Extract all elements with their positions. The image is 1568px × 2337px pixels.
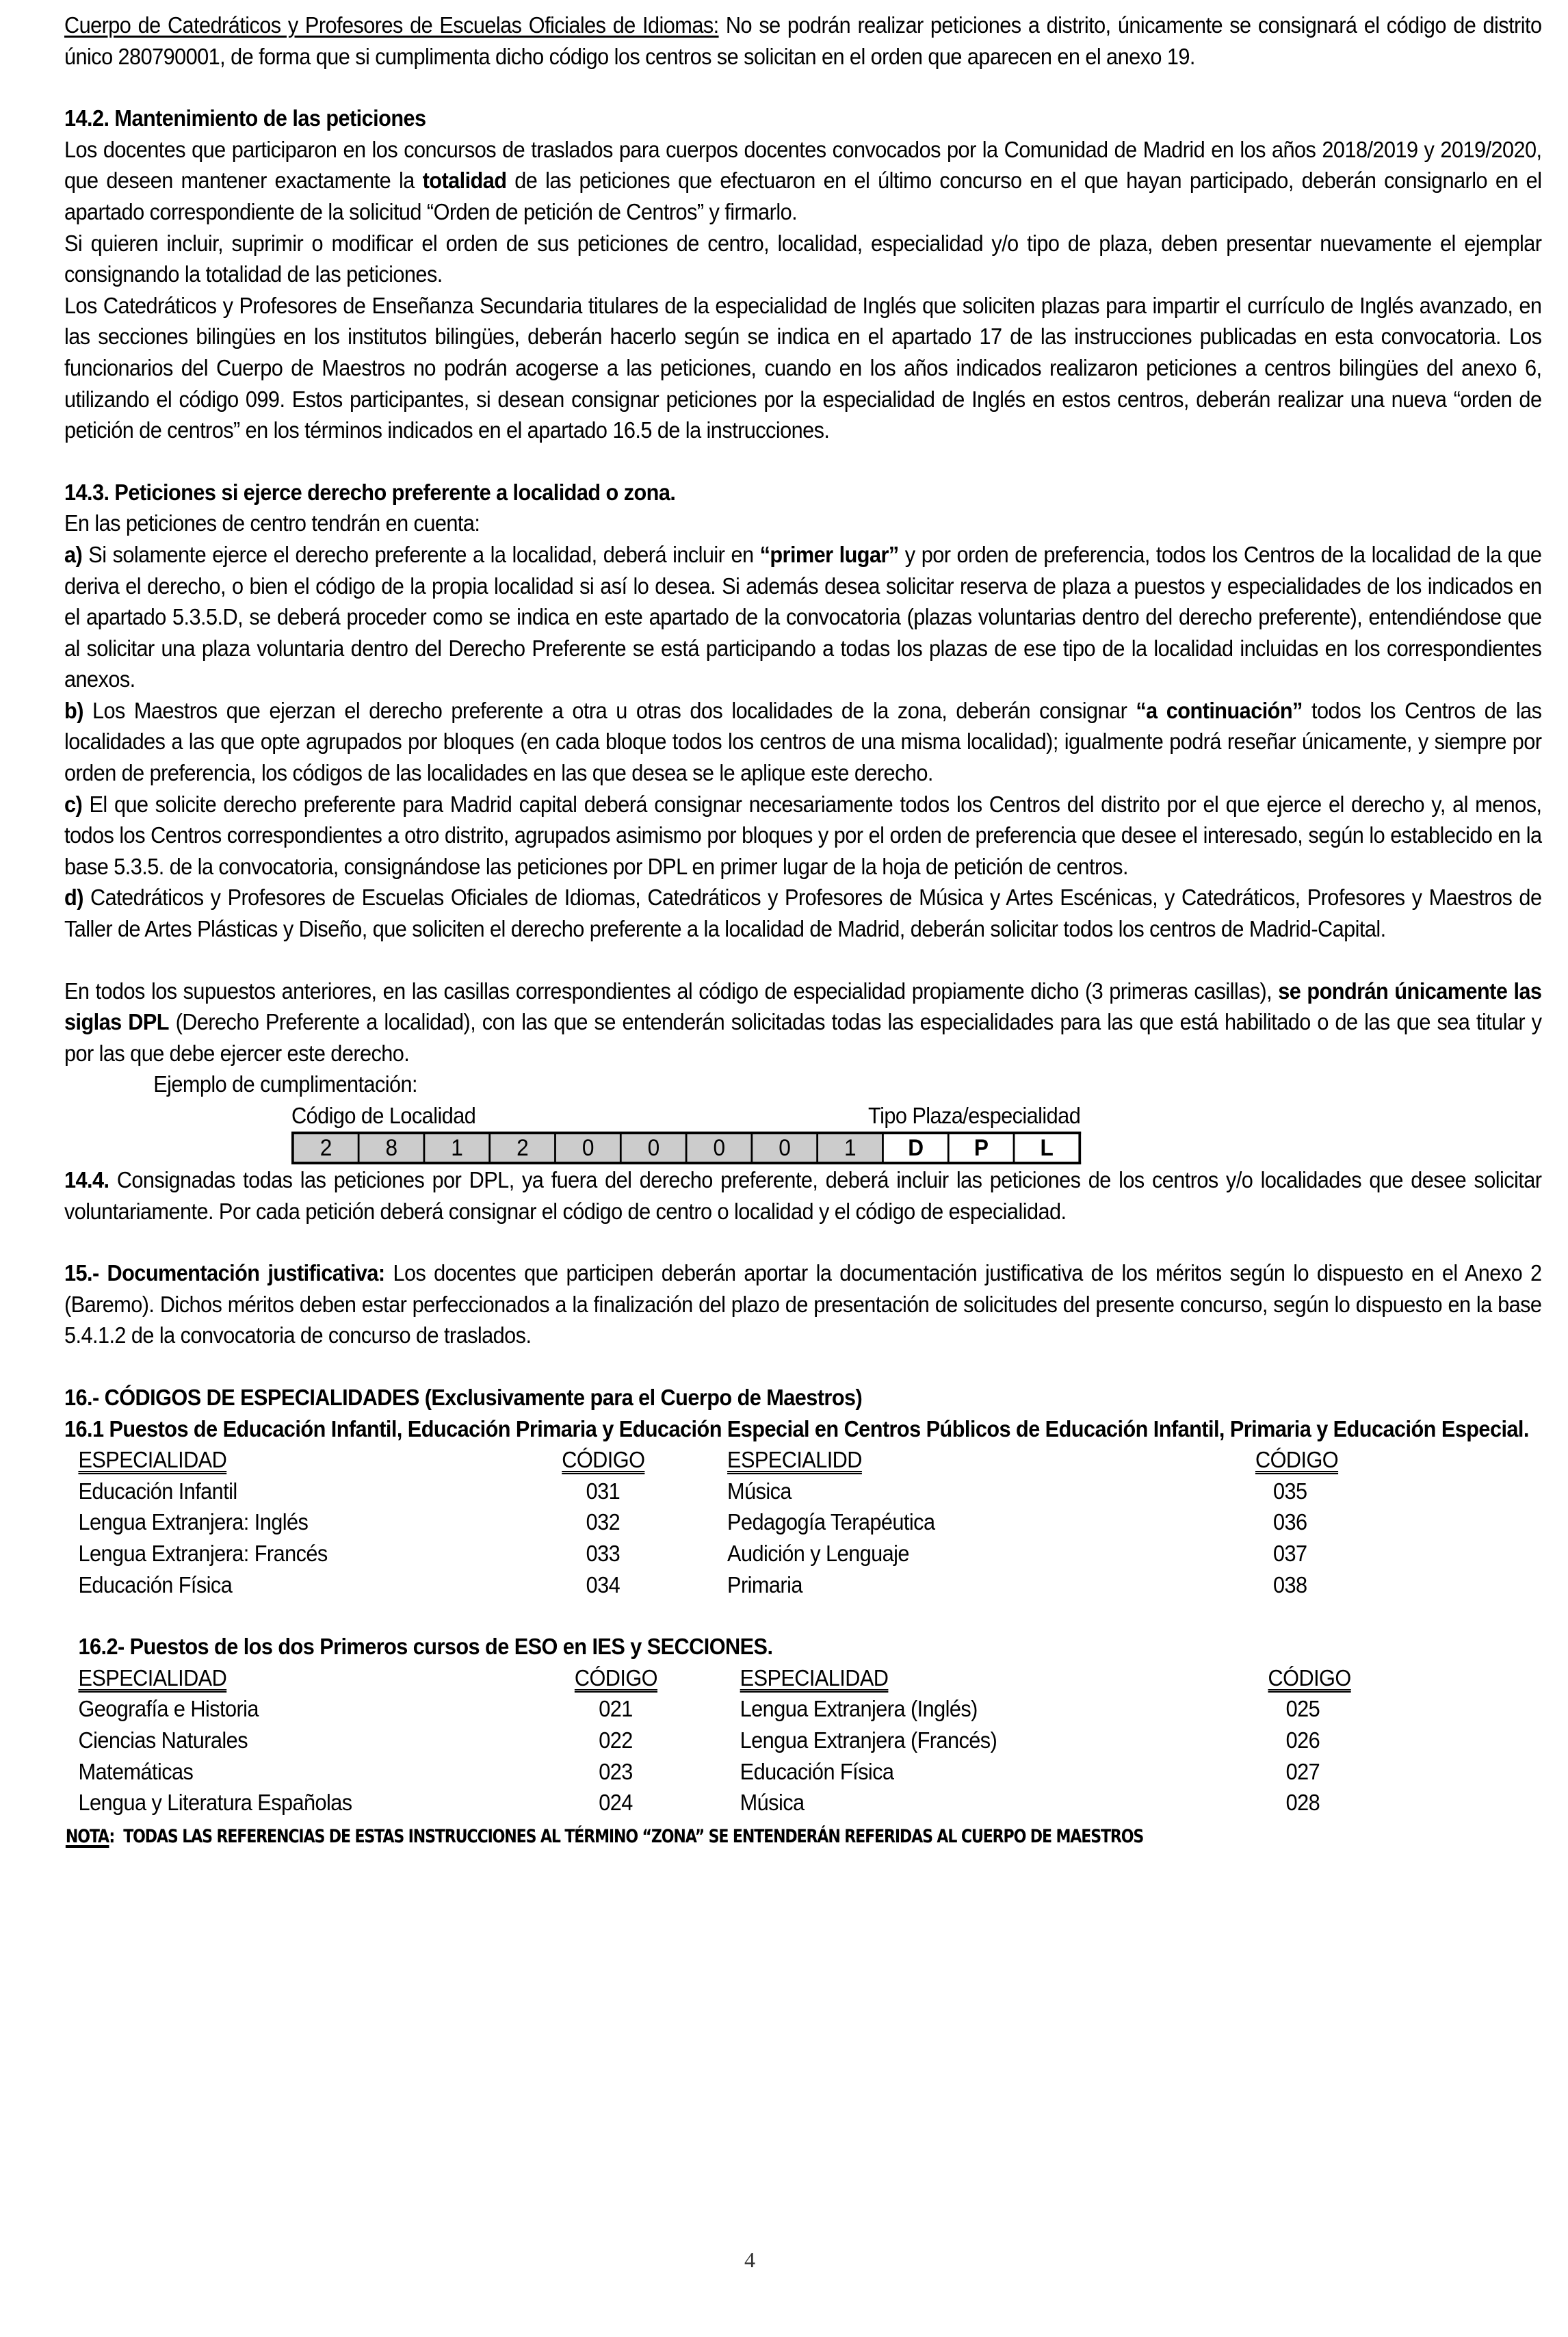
section-14-3-heading: 14.3. Peticiones si ejerce derecho preferente a localidad o zona. — [64, 479, 676, 505]
text-span: y por orden de preferencia, todos los Centros de la localidad de la que deriva el derecho, o bien el código de la propia localidad si así lo desea. Si además desea solicitar reserva de plaza a puestos y especialidades de los indicados en el apartado 5.3.5.D, se deberá proceder como se indica en este apartado de la convocatoria (plazas voluntarias dentro del derecho preferente), entendiéndose que al solicitar una plaza voluntaria dentro del Derecho Preferente se está participando a todas los plazas de ese tipo de la localidad incluidas en los correspondientes anexos. — [64, 541, 1542, 692]
locality-digit-cell: 0 — [555, 1133, 620, 1163]
specialty-name: Lengua Extranjera: Francés — [78, 1540, 328, 1566]
item-label: c) — [64, 791, 83, 817]
item-label: b) — [64, 697, 83, 723]
item-d — [64, 882, 1541, 944]
spacer — [64, 1600, 1541, 1631]
intro-paragraph — [64, 10, 1541, 72]
specialty-name: Educación Física — [78, 1571, 233, 1597]
text-span: En todos los supuestos anteriores, en las casillas correspondientes al código de especialidad propiamente dicho (3 primeras casillas), — [64, 978, 1279, 1004]
bold-span: totalidad — [422, 168, 507, 194]
specialty-name: Lengua y Literatura Españolas — [78, 1790, 352, 1816]
specialty-code: 038 — [1273, 1571, 1307, 1597]
specialty-name: Ciencias Naturales — [78, 1727, 248, 1753]
section-14-2-heading: 14.2. Mantenimiento de las peticiones — [64, 105, 426, 131]
section-16-heading: 16.- CÓDIGOS DE ESPECIALIDADES (Exclusivamente para el Cuerpo de Maestros) — [64, 1384, 863, 1410]
intro-text: No se podrán realizar peticiones a distrito, únicamente se consignará el código de distrito único 280790001, de forma que si cumplimenta dicho código los centros se solicitan en el orden que aparecen en el anexo 19. — [64, 12, 1542, 69]
note-separator: : — [109, 1825, 124, 1847]
table-row — [78, 1506, 1535, 1538]
dpl-paragraph — [64, 976, 1541, 1069]
column-header: CÓDIGO — [1255, 1447, 1339, 1473]
specialty-code: 031 — [586, 1478, 620, 1504]
specialty-name: Matemáticas — [78, 1758, 194, 1784]
section-14-4 — [64, 1164, 1541, 1227]
type-letter-cell: L — [1014, 1133, 1080, 1163]
specialty-code: 037 — [1273, 1540, 1307, 1566]
specialty-code: 027 — [1285, 1758, 1320, 1784]
section-15 — [64, 1257, 1541, 1351]
note-label: NOTA — [65, 1825, 109, 1847]
specialty-code: 024 — [599, 1790, 633, 1816]
code-example-labels — [291, 1100, 1080, 1132]
table-row — [78, 1756, 1535, 1788]
section-14-2-paragraph-3: Los Catedráticos y Profesores de Enseñanza Secundaria titulares de la especialidad de Inglés que soliciten plazas para impartir el currículo de Inglés avanzado, en las secciones bilingües en los institutos bilingües, deberán hacerlo según se indica en el apartado 17 de las instrucciones publicadas en esta convocatoria. Los funcionarios del Cuerpo de Maestros no podrán acogerse a las peticiones, cuando en los años indicados realizaron peticiones a centros bilingües del anexo 6, utilizando el código 099. Estos participantes, si desean consignar peticiones por la especialidad de Inglés en estos centros, deberán realizar una nueva “orden de petición de centros” en los términos indicados en el apartado 16.5 de la instrucciones. — [64, 292, 1542, 443]
spacer — [64, 1227, 1541, 1257]
note-text: TODAS LAS REFERENCIAS DE ESTAS INSTRUCCIONES AL TÉRMINO “ZONA” SE ENTENDERÁN REFERIDAS AL CUERPO DE MAESTROS — [123, 1825, 1144, 1847]
section-label: 15.- Documentación justificativa: — [64, 1260, 385, 1286]
specialty-code: 023 — [599, 1758, 633, 1784]
locality-digit-cell: 1 — [818, 1133, 883, 1163]
column-header: CÓDIGO — [574, 1664, 657, 1690]
text-span: Los Maestros que ejerzan el derecho preferente a otra u otras dos localidades de la zona, deberán consignar — [83, 697, 1136, 723]
bold-span: se pondrán únicamente las siglas DPL — [64, 978, 1542, 1035]
specialty-code: 035 — [1273, 1478, 1307, 1504]
text-span: Consignadas todas las peticiones por DPL, ya fuera del derecho preferente, deberá incluir las peticiones de los centros y/o localidades que desee solicitar voluntariamente. Por cada petición deberá consignar el código de centro o localidad y el código de especialidad. — [64, 1167, 1542, 1224]
table-header-row — [78, 1444, 1535, 1476]
bold-span: “a continuación” — [1136, 697, 1303, 723]
table-header-row — [78, 1662, 1535, 1694]
specialty-name: Pedagogía Terapéutica — [727, 1509, 935, 1535]
specialty-code: 036 — [1273, 1509, 1307, 1535]
section-16-2-heading: 16.2- Puestos de los dos Primeros cursos de ESO en IES y SECCIONES. — [78, 1634, 773, 1660]
code-example-table — [291, 1132, 1081, 1164]
item-c — [64, 789, 1541, 883]
text-span: Los docentes que participaron en los concursos de traslados para cuerpos docentes convocados por la Comunidad de Madrid en los años 2018/2019 y 2019/2020, que deseen mantener exactamente la — [64, 136, 1542, 194]
locality-digit-cell: 1 — [424, 1133, 490, 1163]
bold-span: “primer lugar” — [759, 541, 899, 567]
section-label: 14.4. — [64, 1167, 109, 1192]
specialty-code: 026 — [1285, 1727, 1320, 1753]
code-example-row — [293, 1133, 1080, 1163]
locality-digit-cell: 8 — [358, 1133, 424, 1163]
intro-label: Cuerpo de Catedráticos y Profesores de Escuelas Oficiales de Idiomas: — [64, 12, 719, 38]
locality-digit-cell: 0 — [686, 1133, 752, 1163]
section-16-1-heading: 16.1 Puestos de Educación Infantil, Educación Primaria y Educación Especial en Centros Públicos de Educación Infantil, Primaria y Educación Especial. — [64, 1415, 1529, 1441]
type-letter-cell: P — [948, 1133, 1014, 1163]
locality-digit-cell: 0 — [620, 1133, 686, 1163]
section-14-3-lead: En las peticiones de centro tendrán en cuenta: — [64, 510, 480, 536]
column-header: ESPECIALIDD — [727, 1447, 862, 1473]
specialty-name: Lengua Extranjera: Inglés — [78, 1509, 309, 1535]
item-b — [64, 695, 1541, 789]
text-span: Los docentes que participen deberán aportar la documentación justificativa de los méritos según lo dispuesto en el Anexo 2 (Baremo). Dichos méritos deben estar perfeccionados a la finalización del plazo de presentación de solicitudes del presente concurso, según lo dispuesto en la base 5.4.1.2 de la convocatoria de concurso de traslados. — [64, 1260, 1542, 1348]
spacer — [64, 72, 1541, 103]
table-row — [78, 1787, 1535, 1818]
specialty-code: 034 — [586, 1571, 620, 1597]
code-example — [291, 1100, 1541, 1164]
spacer — [64, 945, 1541, 976]
text-span: El que solicite derecho preferente para Madrid capital deberá consignar necesariamente todos los Centros del distrito por el que ejerce el derecho y, al menos, todos los Centros correspondientes a otro distrito, agrupados asimismo por bloques y por el orden de preferencia que desee el interesado, según lo establecido en la base 5.3.5. de la convocatoria, consignándose las peticiones por DPL en primer lugar de la hoja de petición de centros. — [64, 791, 1542, 879]
specialty-code: 022 — [599, 1727, 633, 1753]
table-row — [78, 1476, 1535, 1507]
specialty-name: Educación Física — [740, 1758, 894, 1784]
specialty-name: Audición y Lenguaje — [727, 1540, 909, 1566]
text-span: todos los Centros de las localidades a las que opte agrupados por bloques (en cada bloque todos los centros de una misma localidad); igualmente podrá reseñar únicamente, y siempre por orden de preferencia, los códigos de las localidades en las que desea se le aplique este derecho. — [64, 697, 1542, 786]
locality-digit-cell: 2 — [490, 1133, 556, 1163]
text-span: Si solamente ejerce el derecho preferente a la localidad, deberá incluir en — [82, 541, 760, 567]
specialty-name: Música — [727, 1478, 792, 1504]
spacer — [64, 1351, 1541, 1382]
specialty-name: Geografía e Historia — [78, 1696, 259, 1722]
table-row — [78, 1725, 1535, 1756]
column-header: CÓDIGO — [562, 1447, 645, 1473]
text-span: de las peticiones que efectuaron en el último concurso en el que hayan participado, deberán consignarlo en el apartado correspondiente de la solicitud “Orden de petición de Centros” y firmarlo. — [64, 168, 1542, 224]
column-header: ESPECIALIDAD — [740, 1664, 889, 1690]
locality-digit-cell: 0 — [752, 1133, 818, 1163]
specialty-code: 021 — [599, 1696, 633, 1722]
section-14-2-paragraph-1 — [64, 134, 1541, 228]
column-header: ESPECIALIDAD — [78, 1447, 227, 1473]
table-row — [78, 1569, 1535, 1601]
spacer — [64, 446, 1541, 477]
column-header: CÓDIGO — [1268, 1664, 1351, 1690]
specialty-name: Lengua Extranjera (Francés) — [740, 1727, 997, 1753]
footer-note — [66, 1821, 1365, 1853]
table-row — [78, 1693, 1535, 1725]
type-letter-cell: D — [883, 1133, 948, 1163]
locality-digit-cell: 2 — [293, 1133, 358, 1163]
column-header: ESPECIALIDAD — [78, 1664, 227, 1690]
document-page — [64, 10, 1541, 1852]
specialty-name: Música — [740, 1790, 805, 1816]
specialty-code: 028 — [1285, 1790, 1320, 1816]
specialty-table-16-2 — [78, 1662, 1535, 1818]
item-label: a) — [64, 541, 83, 567]
specialty-code: 025 — [1285, 1696, 1320, 1722]
item-a — [64, 539, 1541, 695]
text-span: Catedráticos y Profesores de Escuelas Oficiales de Idiomas, Catedráticos y Profesores de Música y Artes Escénicas, y Catedráticos, Profesores y Maestros de Taller de Artes Plásticas y Diseño, que soliciten el derecho preferente a la localidad de Madrid, deberán solicitar todos los centros de Madrid-Capital. — [64, 885, 1542, 942]
section-14-2-paragraph-2: Si quieren incluir, suprimir o modificar el orden de sus peticiones de centro, localidad, especialidad y/o tipo de plaza, deben presentar nuevamente el ejemplar consignando la totalidad de las peticiones. — [64, 230, 1542, 287]
type-label: Tipo Plaza/especialidad — [868, 1103, 1081, 1128]
specialty-name: Lengua Extranjera (Inglés) — [740, 1696, 978, 1722]
specialty-code: 032 — [586, 1509, 620, 1535]
table-row — [78, 1538, 1535, 1569]
item-label: d) — [64, 885, 83, 911]
specialty-code: 033 — [586, 1540, 620, 1566]
example-label: Ejemplo de cumplimentación: — [153, 1071, 418, 1097]
specialty-table-16-1 — [78, 1444, 1535, 1600]
specialty-name: Educación Infantil — [78, 1478, 237, 1504]
specialty-name: Primaria — [727, 1571, 802, 1597]
text-span: (Derecho Preferente a localidad), con las que se entenderán solicitadas todas las especialidades para las que está habilitado o de las que sea titular y por las que debe ejercer este derecho. — [64, 1009, 1542, 1066]
page-number: 4 — [744, 2247, 755, 2272]
locality-code-label: Código de Localidad — [291, 1103, 476, 1128]
